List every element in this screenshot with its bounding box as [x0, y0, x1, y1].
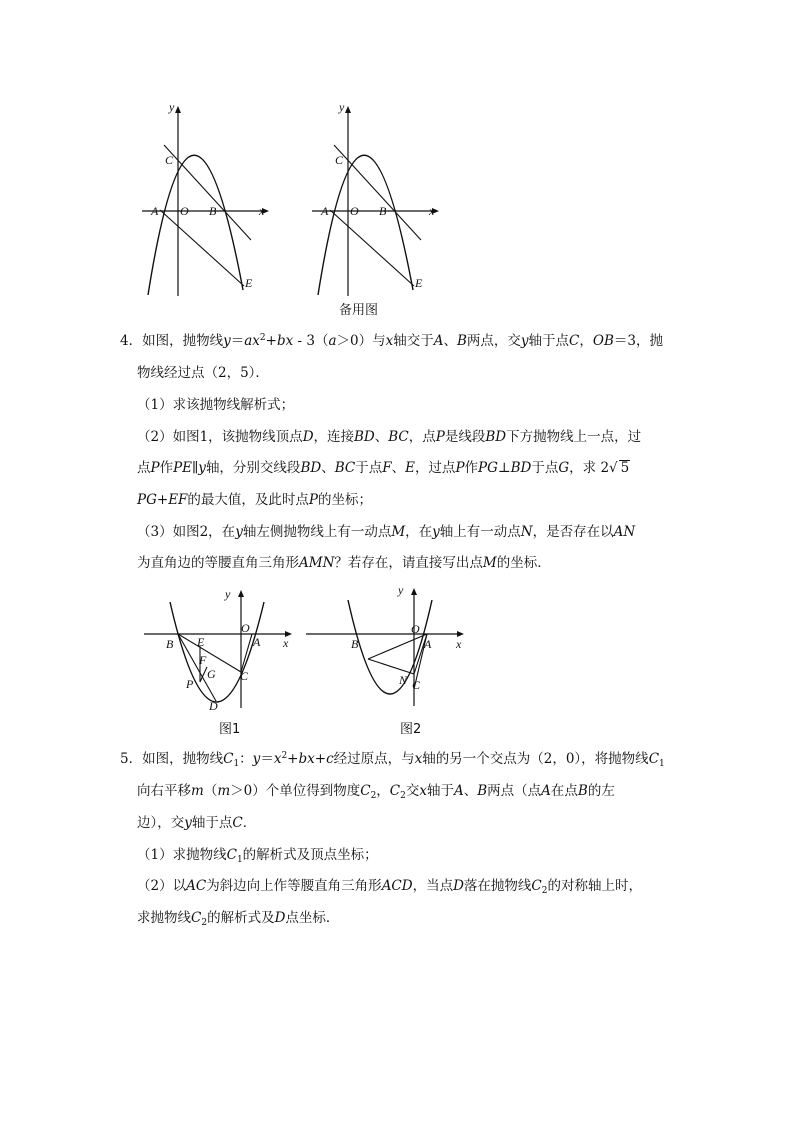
problem-4-q2-line-1: （2）如图1，该抛物线顶点D，连接BD、BC，点P是线段BD下方抛物线上一点，过 [137, 429, 642, 445]
y-axis-arrow-icon [411, 588, 417, 595]
label-A: A [424, 637, 432, 651]
problem-5-q1: （1）求抛物线$C_1$的解析式及顶点坐标； [137, 847, 378, 865]
segment-MN [368, 659, 414, 674]
label-y: y [225, 587, 231, 601]
problem-5-line-2: 向右平移m（m＞0）个单位得到物度$C_2$，$C_2$交x轴于A、B两点（点A在点B的左 [137, 783, 615, 801]
problem-4-line-2: 物线经过点（2，5）． [137, 365, 269, 381]
spare-figure-caption: 备用图 [339, 303, 379, 318]
line-AE [330, 210, 414, 286]
problem-4-q2-line-3: PG+EF的最大值，及此时点P的坐标； [137, 492, 373, 508]
y-axis-arrow-icon [345, 106, 351, 113]
label-y: y [398, 583, 404, 597]
problem-4-q2-line-2: 点P作PE∥y轴，分别交线段BD、BC于点F、E，过点P作PG⊥BD于点G，求 2√ 5 [137, 460, 630, 476]
label-N: N [399, 673, 408, 687]
problem-4-line-1: 4．如图，抛物线$y=ax^2+bx - 3(a>0)$与x轴交于A、B两点，交y轴于点C，OB＝3，抛 [120, 333, 663, 349]
label-B: B [351, 637, 359, 651]
y-axis-arrow-icon [238, 590, 244, 597]
problem-5-line-3: 边），交y轴于点C． [137, 815, 257, 831]
problem-5 [120, 749, 680, 929]
label-x: x [429, 204, 435, 218]
label-A: A [321, 204, 329, 218]
label-F: F [199, 653, 207, 667]
line-AE [160, 210, 244, 286]
label-C: C [335, 153, 344, 167]
top-figure-1 [138, 100, 274, 300]
top-figure-1-svg [138, 100, 274, 300]
label-B: B [379, 204, 387, 218]
label-E: E [415, 276, 423, 290]
figure-2 [304, 582, 470, 714]
label-A: A [151, 204, 159, 218]
top-figure-2 [308, 100, 444, 300]
label-O: O [350, 204, 359, 218]
figure-1 [140, 584, 298, 714]
problem-4-q3-line-2: 为直角边的等腰直角三角形AMN？若存在，请直接写出点M的坐标． [137, 555, 551, 571]
label-A: A [253, 635, 261, 649]
label-B: B [166, 637, 174, 651]
segment-MA [368, 634, 427, 659]
label-O: O [180, 204, 189, 218]
radical-sign: √ [609, 460, 618, 476]
parabola [170, 602, 264, 702]
label-O: O [411, 622, 420, 636]
label-y: y [169, 100, 175, 114]
top-figure-2-svg [308, 100, 444, 300]
label-G: G [207, 667, 216, 681]
label-D: D [209, 699, 218, 713]
y-axis-arrow-icon [175, 106, 181, 113]
label-C: C [165, 153, 174, 167]
problem-5-q2-line-2: 求抛物线$C_2$的解析式及D点坐标． [137, 910, 340, 928]
problem-4 [120, 331, 680, 576]
parabola [318, 155, 413, 295]
problem-4-q1: （1）求该抛物线解析式； [137, 397, 295, 413]
problem-5-q2-line-1: （2）以AC为斜边向上作等腰直角三角形ACD，当点D落在抛物线$C_2$的对称轴上时， [137, 878, 642, 896]
figure-2-caption: 图2 [400, 722, 422, 737]
label-C: C [412, 678, 421, 692]
label-x: x [259, 204, 265, 218]
figure-1-svg [140, 584, 298, 714]
figure-1-caption: 图1 [219, 722, 241, 737]
parabola [148, 155, 243, 295]
label-E: E [197, 635, 205, 649]
label-O: O [241, 621, 250, 635]
label-E: E [245, 276, 253, 290]
label-y: y [339, 100, 345, 114]
label-x: x [456, 637, 462, 651]
label-C: C [240, 669, 249, 683]
label-x: x [283, 636, 289, 650]
label-P: P [186, 677, 194, 691]
figure-2-svg [304, 582, 470, 714]
problem-5-line-1: 5．如图，抛物线$C_1$：$y=x^2+bx+c$经过原点，与x轴的另一个交点为（2，0），将抛物线$C_1$ [120, 751, 665, 769]
label-B: B [209, 204, 217, 218]
problem-4-q3-line-1: （3）如图2，在y轴左侧抛物线上有一动点M，在y轴上有一动点N，是否存在以AN [137, 524, 636, 540]
